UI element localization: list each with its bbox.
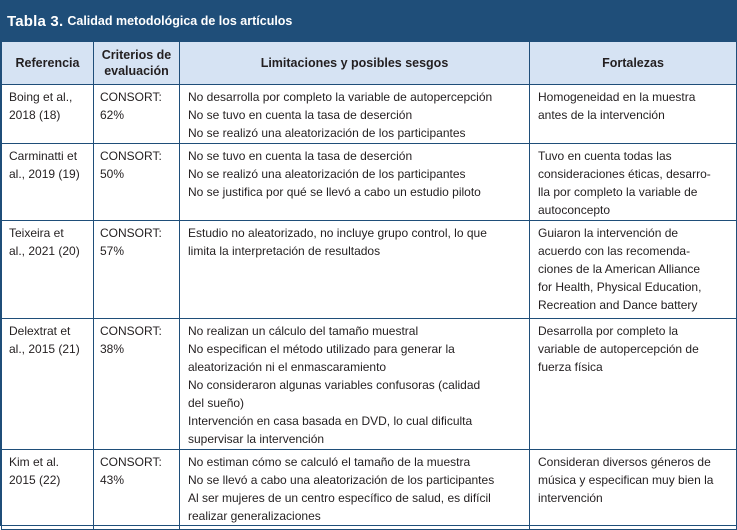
header-criteria-line2: evaluación [104,64,169,78]
limitation-line: No desarrolla por completo la variable de autopercepción [188,90,493,104]
cell-criteria [94,319,180,450]
limitation-line: No consideraron algunas variables confusoras (calidad [188,378,481,392]
limitation-line: No se justifica por qué se llevó a cabo un estudio piloto [188,185,481,199]
criteria-line: 38% [100,342,125,356]
header-criteria-line1: Criterios de [101,48,172,62]
strength-line: variable de autopercepción de [538,342,699,356]
reference-line: al., 2019 (19) [9,167,80,181]
reference-line: Kim et al. [9,455,60,469]
cell-strengths [530,221,737,319]
table-row [2,144,737,221]
criteria-line: CONSORT: [100,324,162,338]
limitation-line: No estiman cómo se calculó el tamaño de la muestra [188,455,471,469]
cell-criteria [94,85,180,144]
cell-reference [2,221,94,319]
limitation-line: realizar generalizaciones [188,509,321,523]
cell-limitations [180,319,530,450]
cell-limitations [180,450,530,530]
table-row [2,221,737,319]
header-reference: Referencia [2,42,94,85]
criteria-line: 50% [100,167,125,181]
strength-line: autoconcepto [538,203,611,217]
strength-line: música y especifican muy bien la [538,473,714,487]
limitation-line: Estudio no aleatorizado, no incluye grupo control, lo que [188,226,487,240]
strength-line: acuerdo con las recomenda- [538,244,691,258]
reference-line: al., 2021 (20) [9,244,80,258]
strength-line: ciones de la American Alliance [538,262,701,276]
cell-strengths [530,85,737,144]
criteria-line: CONSORT: [100,149,162,163]
header-criteria [94,42,180,85]
limitation-line: No especifican el método utilizado para generar la [188,342,455,356]
limitation-line: limita la interpretación de resultados [188,244,381,258]
cell-reference [2,450,94,530]
strength-line: fuerza física [538,360,603,374]
reference-line: Teixeira et [9,226,64,240]
cell-strengths [530,319,737,450]
limitation-line: No se tuvo en cuenta la tasa de deserción [188,149,413,163]
header-strengths: Fortalezas [530,42,737,85]
cell-strengths [530,144,737,221]
strength-line: intervención [538,491,603,505]
reference-line: 2015 (22) [9,473,61,487]
reference-line: Delextrat et [9,324,71,338]
limitation-line: No se realizó una aleatorización de los participantes [188,167,466,181]
limitation-line: aleatorización ni el enmascaramiento [188,360,387,374]
strength-line: consideraciones éticas, desarro- [538,167,711,181]
table-title-bar [1,1,736,41]
limitation-line: supervisar la intervención [188,432,325,446]
criteria-line: 43% [100,473,125,487]
reference-line: al., 2015 (21) [9,342,80,356]
table-number: Tabla 3. [7,12,64,30]
reference-line: Boing et al., [9,90,73,104]
criteria-line: CONSORT: [100,90,162,104]
limitation-line: Intervención en casa basada en DVD, lo cual dificulta [188,414,473,428]
table-caption: Calidad metodológica de los artículos [67,14,293,28]
limitation-line: No se realizó una aleatorización de los participantes [188,126,466,140]
limitation-line: No se tuvo en cuenta la tasa de deserción [188,108,413,122]
criteria-line: CONSORT: [100,226,162,240]
cell-limitations [180,221,530,319]
strength-line: Guiaron la intervención de [538,226,679,240]
strength-line: Tuvo en cuenta todas las [538,149,672,163]
header-limitations: Limitaciones y posibles sesgos [180,42,530,85]
reference-line: 2018 (18) [9,108,61,122]
quality-table [1,41,737,530]
reference-line: Carminatti et [9,149,78,163]
table-row [2,85,737,144]
cell-criteria [94,221,180,319]
cell-criteria [94,144,180,221]
cell-reference [2,144,94,221]
table-row [2,450,737,530]
cell-reference [2,319,94,450]
strength-line: antes de la intervención [538,108,665,122]
strength-line: Recreation and Dance battery [538,298,698,312]
strength-line: Consideran diversos géneros de [538,455,711,469]
criteria-line: CONSORT: [100,455,162,469]
limitation-line: No realizan un cálculo del tamaño muestral [188,324,419,338]
table-row [2,319,737,450]
limitation-line: No se llevó a cabo una aleatorización de los participantes [188,473,495,487]
strength-line: for Health, Physical Education, [538,280,702,294]
criteria-line: 57% [100,244,125,258]
criteria-line: 62% [100,108,125,122]
header-row [2,42,737,85]
cell-limitations [180,144,530,221]
strength-line: lla por completo la variable de [538,185,698,199]
limitation-line: del sueño) [188,396,245,410]
cell-limitations [180,85,530,144]
cell-reference [2,85,94,144]
strength-line: Desarrolla por completo la [538,324,679,338]
limitation-line: Al ser mujeres de un centro específico de salud, es difícil [188,491,491,505]
strength-line: Homogeneidad en la muestra [538,90,696,104]
cell-strengths [530,450,737,530]
cell-criteria [94,450,180,530]
